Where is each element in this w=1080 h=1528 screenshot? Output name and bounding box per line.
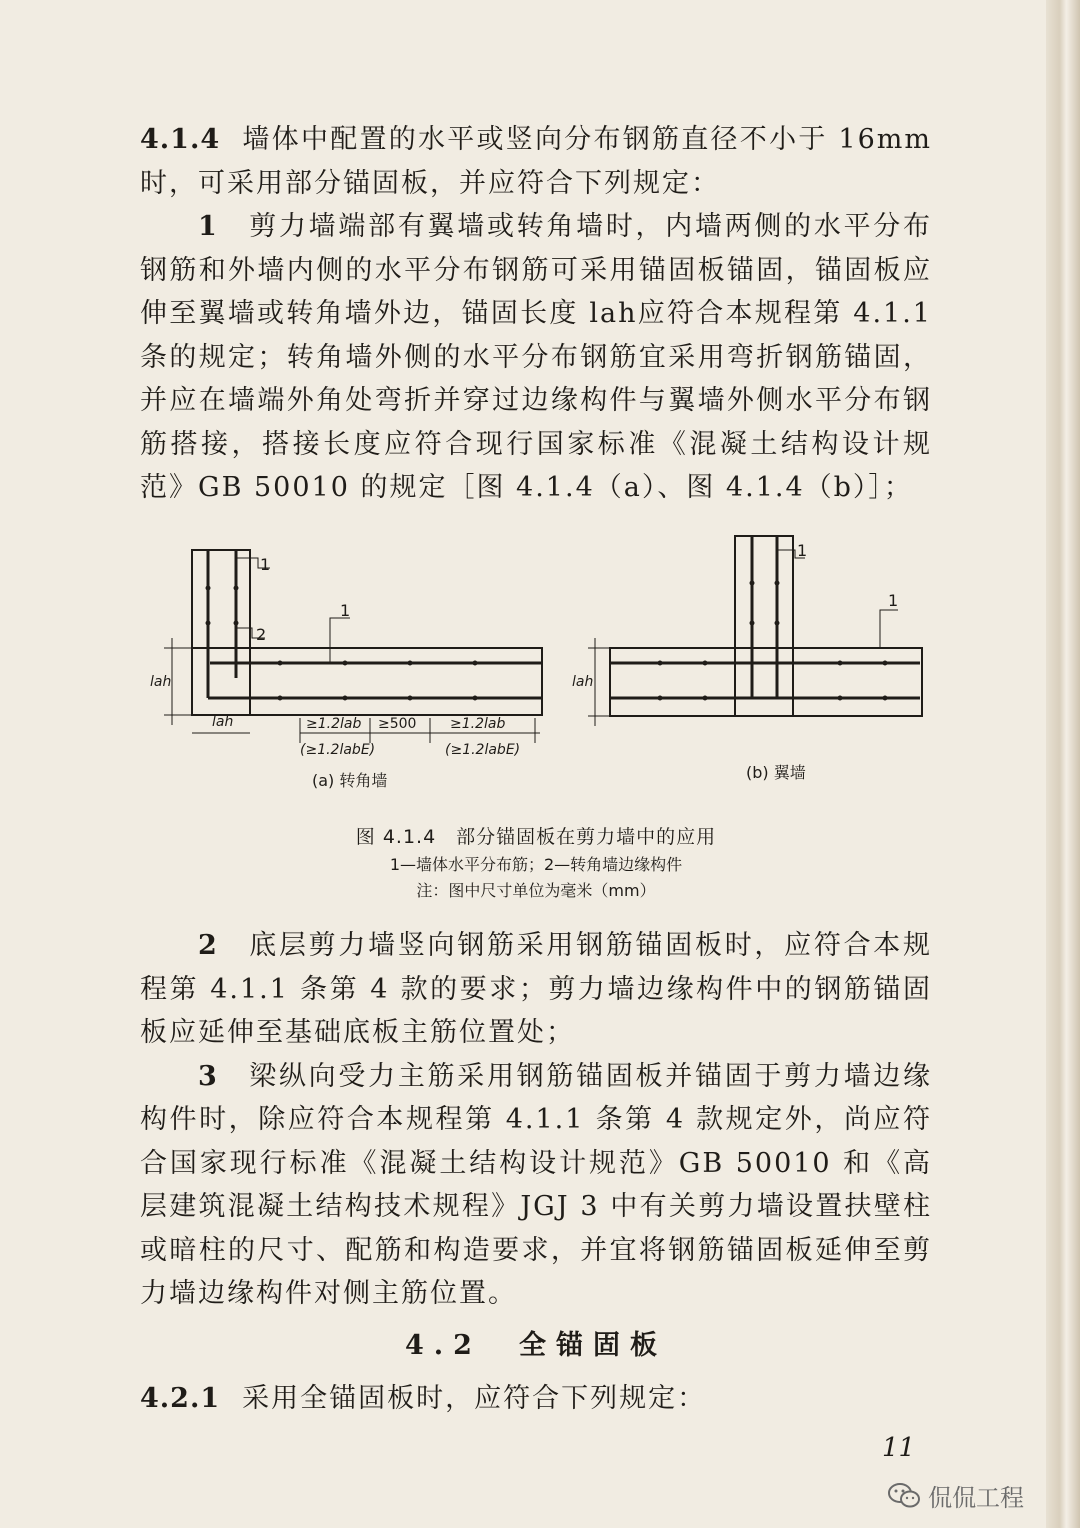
callout-1-b-beam: 1 [888, 591, 899, 610]
watermark-text: 侃侃工程 [928, 1484, 1024, 1512]
clause-4-2-1-number: 4.2.1 [140, 1382, 221, 1414]
item-2 [140, 924, 932, 1055]
figure-captions [140, 822, 932, 904]
clause-4-1-4-continued [140, 924, 932, 1420]
page-edge [1046, 0, 1080, 1528]
dim-500: ≥500 [378, 716, 417, 732]
callout-2-a: 2 [256, 625, 267, 644]
figure-legend: 1—墙体水平分布筋；2—转角墙边缘构件 [389, 855, 683, 874]
callout-1-a-beam: 1 [340, 601, 351, 620]
item-2-text: 底层剪力墙竖向钢筋采用钢筋锚固板时，应符合本规程第 4.1.1 条第 4 款的要求；剪力墙边缘构件中的钢筋锚固板应延伸至基础底板主筋位置处； [140, 930, 933, 1048]
item-1-number: 1 [198, 211, 219, 242]
item-1-text: 剪力墙端部有翼墙或转角墙时，内墙两侧的水平分布钢筋和外墙内侧的水平分布钢筋可采用锚固板锚固，锚固板应伸至翼墙或转角墙外边，锚固长度 lah应符合本规程第 4.1.1 条的规定；转角墙外侧的水平分布钢筋宜采用弯折钢筋锚固，并应在墙端外角处弯折并穿过边缘构件与翼墙外侧水平分布钢筋搭接，搭接长度应符合现行国家标准《混凝土结构设计规范》GB 50010 的规定［图 4.1.4（a）、图 4.1.4（b）］； [140, 211, 933, 503]
item-3-text: 梁纵向受力主筋采用钢筋锚固板并锚固于剪力墙边缘构件时，除应符合本规程第 4.1.1 条第 4 款规定外，尚应符合国家现行标准《混凝土结构设计规范》GB 50010 和《高层建筑混凝土结构技术规程》JGJ 3 中有关剪力墙设置扶壁柱或暗柱的尺寸、配筋和构造要求，并宜将钢筋锚固板延伸至剪力墙边缘构件对侧主筋位置。 [140, 1060, 933, 1309]
clause-4-2-1 [140, 1377, 932, 1421]
figure-4-1-4 [140, 528, 940, 828]
watermark [888, 1478, 1024, 1513]
dim-lah-b: lah [572, 674, 594, 690]
dim-12lab-left: ≥1.2lab [306, 716, 362, 732]
wechat-icon [888, 1482, 920, 1510]
figure-label-a: (a) 转角墙 [312, 771, 388, 790]
dim-12lab-right: ≥1.2lab [450, 716, 506, 732]
item-3 [140, 1055, 932, 1316]
callout-1-a: 1 [260, 555, 271, 574]
figure-label-b: (b) 翼墙 [746, 763, 806, 782]
corner-wall-horizontal-leg [192, 648, 542, 715]
dim-lah-a: lah [150, 674, 172, 690]
figure-note: 注：图中尺寸单位为毫米（mm） [416, 881, 656, 900]
flange-wall-vertical [735, 536, 793, 716]
callout-1-b: 1 [797, 541, 808, 560]
dim-lah-bottom: lah [212, 714, 234, 730]
clause-4-2-1-text: 采用全锚固板时，应符合下列规定： [242, 1382, 707, 1414]
page-number: 11 [882, 1433, 916, 1463]
clause-intro [140, 118, 932, 205]
section-heading-4-2: 4.2 全锚固板 [405, 1329, 667, 1361]
clause-number: 4.1.4 [140, 124, 221, 155]
clause-4-1-4 [140, 118, 932, 510]
item-2-number: 2 [198, 930, 219, 961]
dim-12labE-left: (≥1.2labE) [300, 742, 376, 758]
corner-wall-vertical-leg [192, 550, 250, 715]
item-1 [140, 205, 932, 510]
item-3-number: 3 [198, 1060, 219, 1092]
dim-12labE-right: (≥1.2labE) [445, 742, 521, 758]
flange-wall-horizontal [610, 648, 922, 716]
clause-intro-text: 墙体中配置的水平或竖向分布钢筋直径不小于 16mm 时，可采用部分锚固板，并应符合下列规定： [140, 124, 932, 199]
figure-title: 图 4.1.4 部分锚固板在剪力墙中的应用 [355, 826, 717, 848]
